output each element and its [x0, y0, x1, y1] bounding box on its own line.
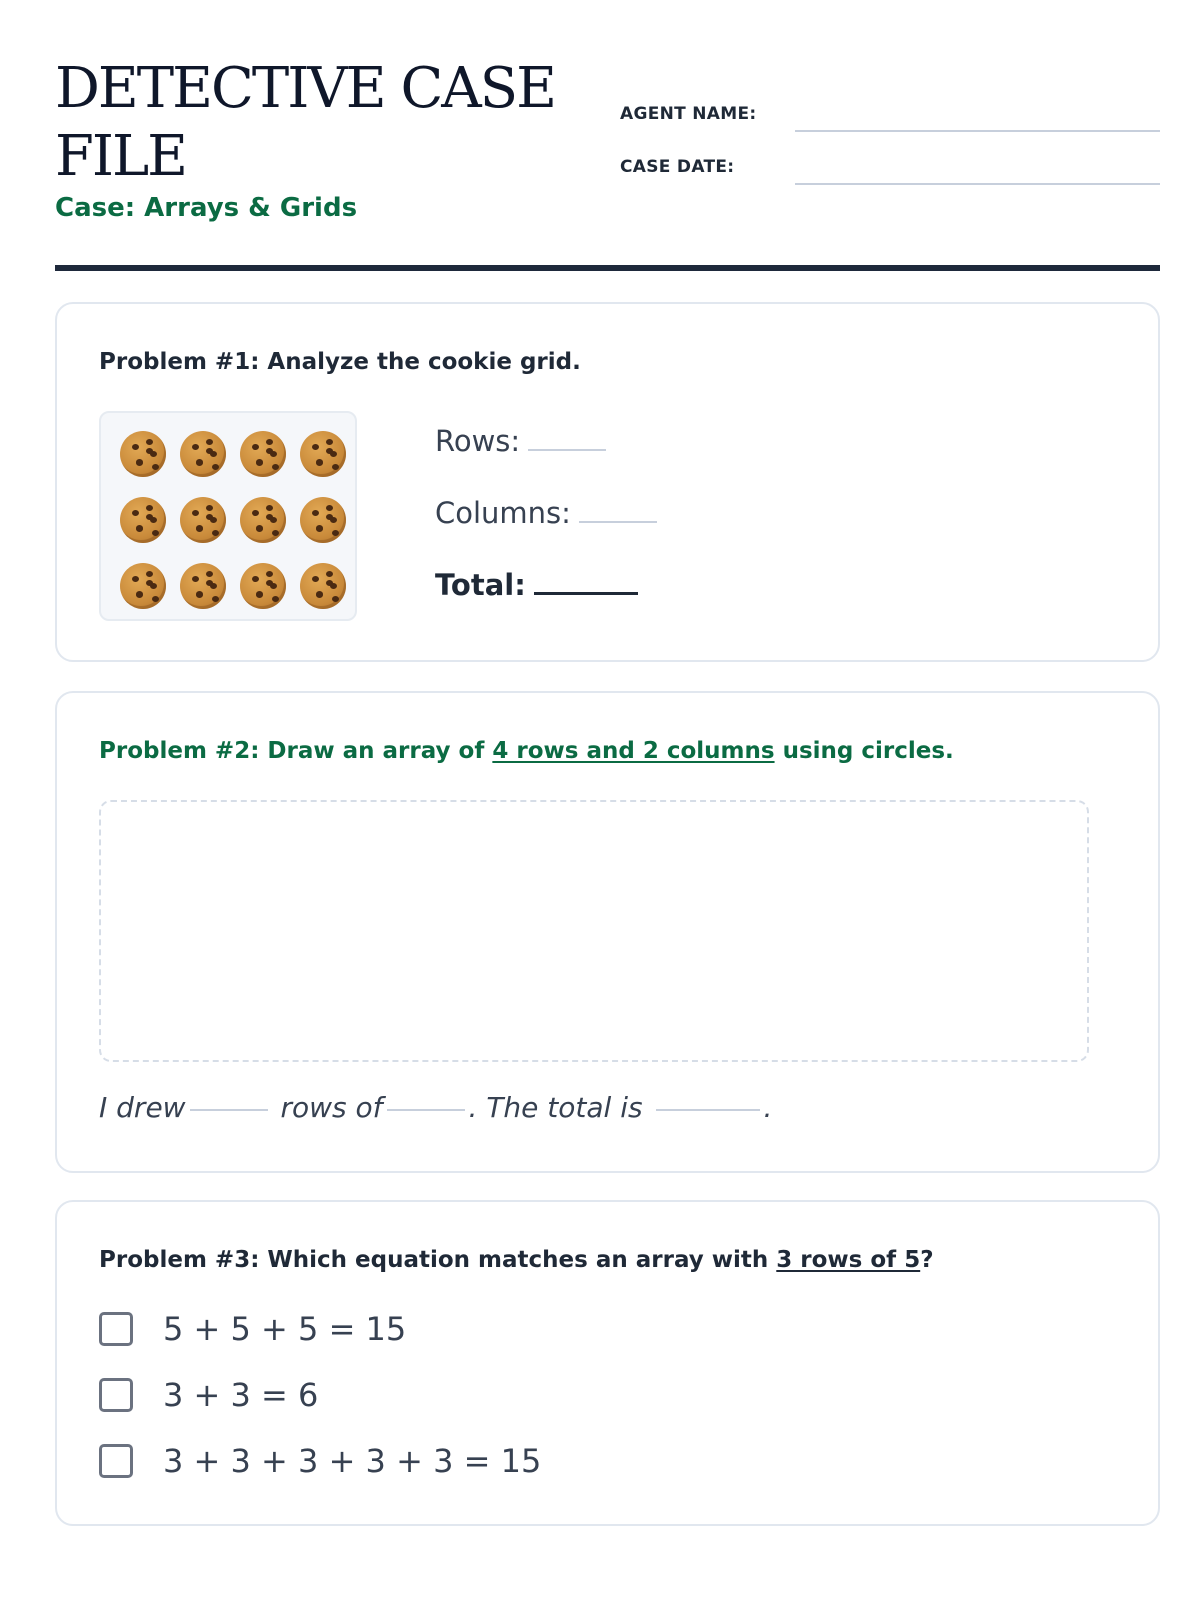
rows-answer — [435, 424, 606, 458]
problem-2-heading-suffix: using circles. — [774, 738, 954, 764]
problem-2-card — [55, 691, 1160, 1173]
columns-drawn-blank[interactable] — [387, 1109, 465, 1111]
option-3-label: 3 + 3 + 3 + 3 + 3 = 15 — [163, 1442, 542, 1480]
cookie-icon — [240, 431, 286, 477]
rows-label: Rows: — [435, 424, 521, 458]
columns-label: Columns: — [435, 496, 571, 530]
problem-3-card — [55, 1200, 1160, 1526]
option-3[interactable] — [99, 1442, 541, 1480]
cookie-icon — [240, 563, 286, 609]
cookie-icon — [120, 563, 166, 609]
cookie-icon — [180, 563, 226, 609]
case-date-field[interactable] — [795, 183, 1160, 185]
cookie-icon — [300, 497, 346, 543]
case-date-label: CASE DATE: — [620, 157, 735, 177]
problem-2-heading — [99, 738, 954, 764]
cookie-icon — [240, 497, 286, 543]
page-title: DETECTIVE CASE FILE — [55, 56, 555, 189]
problem-3-heading-prefix: Problem #3: Which equation matches an array with — [99, 1247, 777, 1273]
cookie-icon — [300, 431, 346, 477]
problem-3-heading-suffix: ? — [920, 1247, 934, 1273]
worksheet-header — [55, 55, 1160, 270]
cookie-icon — [180, 431, 226, 477]
cookie-icon — [120, 497, 166, 543]
option-3-checkbox[interactable] — [99, 1444, 133, 1478]
rows-drawn-blank[interactable] — [190, 1109, 268, 1111]
cookie-icon — [180, 497, 226, 543]
sentence-part-3: . The total is — [468, 1091, 643, 1124]
option-1[interactable] — [99, 1310, 406, 1348]
problem-3-heading — [99, 1247, 934, 1273]
problem-2-heading-emphasis: 4 rows and 2 columns — [492, 738, 775, 764]
total-drawn-blank[interactable] — [656, 1109, 760, 1111]
cookie-icon — [120, 431, 166, 477]
header-divider — [55, 265, 1160, 271]
sentence-part-2: rows of — [280, 1091, 383, 1124]
agent-name-field[interactable] — [795, 130, 1160, 132]
problem-1-heading: Problem #1: Analyze the cookie grid. — [99, 349, 581, 375]
option-2[interactable] — [99, 1376, 318, 1414]
problem-1-card — [55, 302, 1160, 662]
rows-blank[interactable] — [528, 449, 606, 451]
columns-answer — [435, 496, 657, 530]
option-2-checkbox[interactable] — [99, 1378, 133, 1412]
total-blank[interactable] — [534, 592, 638, 595]
case-subtitle: Case: Arrays & Grids — [55, 193, 358, 223]
option-1-label: 5 + 5 + 5 = 15 — [163, 1310, 407, 1348]
problem-3-heading-emphasis: 3 rows of 5 — [776, 1247, 921, 1273]
answer-sentence — [99, 1091, 772, 1124]
sentence-part-1: I drew — [99, 1091, 186, 1124]
option-2-label: 3 + 3 = 6 — [163, 1376, 319, 1414]
total-label: Total: — [435, 568, 526, 602]
columns-blank[interactable] — [579, 521, 657, 523]
drawing-area[interactable] — [99, 800, 1089, 1062]
worksheet-page — [55, 55, 1160, 1480]
cookie-grid — [99, 411, 357, 621]
option-1-checkbox[interactable] — [99, 1312, 133, 1346]
sentence-part-4: . — [763, 1091, 773, 1124]
cookie-icon — [300, 563, 346, 609]
problem-2-heading-prefix: Problem #2: Draw an array of — [99, 738, 493, 764]
total-answer — [435, 568, 638, 602]
agent-name-label: AGENT NAME: — [620, 104, 757, 124]
